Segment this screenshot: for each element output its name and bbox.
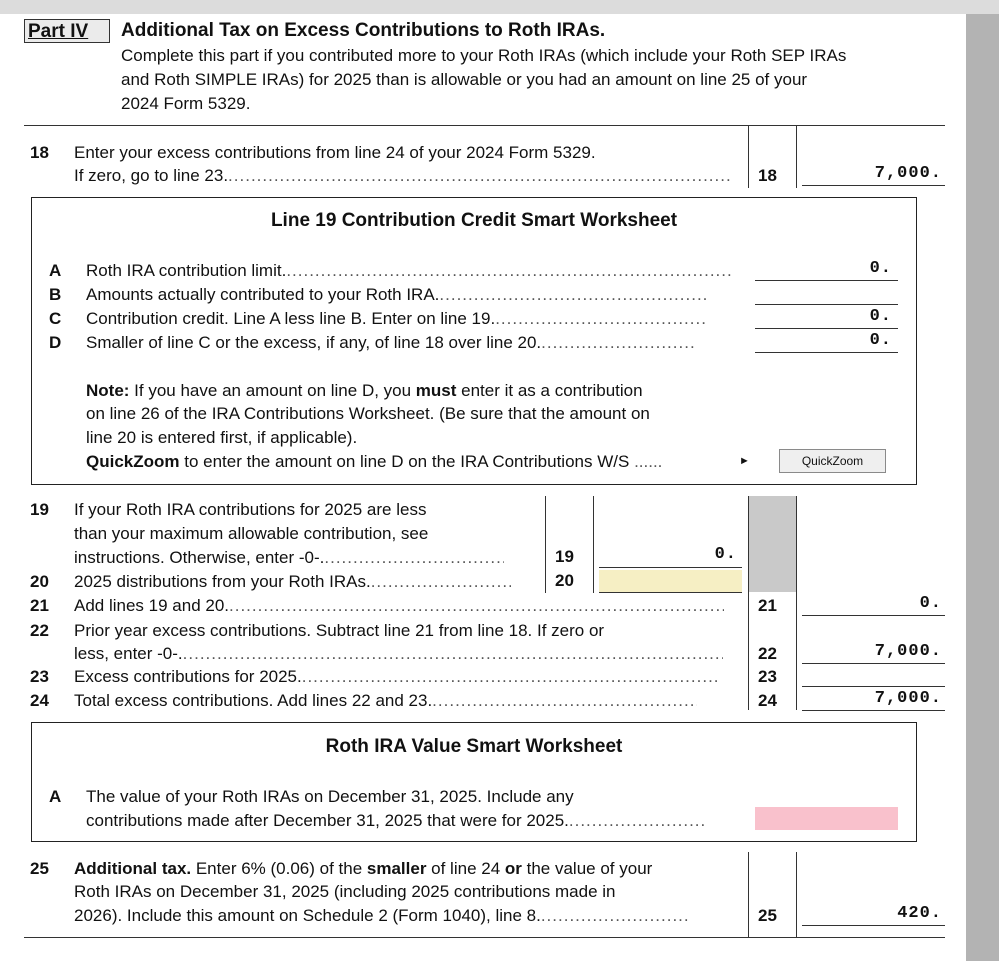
column-divider xyxy=(796,496,797,710)
row-a-underline xyxy=(755,280,898,281)
line22-text2: less, enter -0-...... xyxy=(74,642,723,666)
line21-text: Add lines 19 and 20...... xyxy=(74,594,724,618)
roth-value-text: The value of your Roth IRAs on December 31, 2025. Include any xyxy=(86,787,574,806)
line19-value[interactable]: 0. xyxy=(714,545,737,564)
line-box-number: 21 xyxy=(758,596,777,615)
line18-value[interactable]: 7,000. xyxy=(874,164,942,183)
line-number: 19 xyxy=(30,500,49,519)
line18-text2: If zero, go to line 23...... xyxy=(74,164,733,188)
line20-text: 2025 distributions from your Roth IRAs...... xyxy=(74,570,511,594)
line-number: 18 xyxy=(30,143,49,162)
line21-value[interactable]: 0. xyxy=(919,594,942,613)
line18-text: Enter your excess contributions from line 24 of your 2024 Form 5329. xyxy=(74,143,596,162)
part-intro-line1: Complete this part if you contributed more to your Roth IRAs (which include your Roth SEP IRAs xyxy=(121,46,847,65)
line25-underline xyxy=(802,925,945,926)
line19-text: If your Roth IRA contributions for 2025 are less xyxy=(74,500,427,519)
window-top-strip xyxy=(0,0,999,14)
row-c-underline xyxy=(755,328,898,329)
worksheet-row-d: Smaller of line C or the excess, if any, of line 18 over line 20...... xyxy=(86,331,696,355)
row-letter: D xyxy=(49,333,62,352)
line-number: 24 xyxy=(30,691,49,710)
line20-input[interactable] xyxy=(599,570,742,592)
roth-value-text2: contributions made after December 31, 2025 that were for 2025...... xyxy=(86,809,704,833)
line-number: 21 xyxy=(30,596,49,615)
shaded-cell xyxy=(749,496,796,592)
line-number: 20 xyxy=(30,572,49,591)
line24-underline xyxy=(802,710,945,711)
worksheet-row-c: Contribution credit. Line A less line B. Enter on line 19...... xyxy=(86,307,705,331)
worksheet-row-b: Amounts actually contributed to your Roth IRA...... xyxy=(86,283,709,307)
divider xyxy=(24,125,945,126)
part-label: Part IV xyxy=(24,19,110,43)
line20-underline xyxy=(599,592,742,593)
line25-value[interactable]: 420. xyxy=(897,904,942,923)
row-d-underline xyxy=(755,352,898,353)
line-number: 22 xyxy=(30,621,49,640)
line19-text2: than your maximum allowable contribution, see xyxy=(74,524,429,543)
part-intro-line2: and Roth SIMPLE IRAs) for 2025 than is allowable or you had an amount on line 25 of your xyxy=(121,70,808,89)
column-divider xyxy=(796,852,797,938)
arrow-right-icon: ► xyxy=(739,455,750,467)
roth-value-input[interactable] xyxy=(755,807,898,830)
part-title: Additional Tax on Excess Contributions to Roth IRAs. xyxy=(121,20,606,41)
line24-text: Total excess contributions. Add lines 22 and 23...... xyxy=(74,689,697,713)
column-divider xyxy=(545,496,546,593)
row-letter: B xyxy=(49,285,62,304)
line23-text: Excess contributions for 2025...... xyxy=(74,665,717,689)
row-letter: C xyxy=(49,309,62,328)
line-box-number: 25 xyxy=(758,906,777,925)
line24-value[interactable]: 7,000. xyxy=(874,689,942,708)
line-box-number: 22 xyxy=(758,644,777,663)
column-divider xyxy=(748,496,749,710)
line21-underline xyxy=(802,615,945,616)
worksheet-note-line2: on line 26 of the IRA Contributions Worksheet. (Be sure that the amount on xyxy=(86,404,650,423)
line-box-number: 20 xyxy=(555,571,574,590)
column-divider xyxy=(593,496,594,593)
quickzoom-button[interactable]: QuickZoom xyxy=(779,449,886,473)
row-letter: A xyxy=(49,261,62,280)
row-c-value[interactable]: 0. xyxy=(869,307,892,326)
line-box-number: 19 xyxy=(555,547,574,566)
worksheet-note-line3: line 20 is entered first, if applicable). xyxy=(86,428,358,447)
row-d-value[interactable]: 0. xyxy=(869,331,892,350)
worksheet-title: Line 19 Contribution Credit Smart Worksheet xyxy=(270,210,678,231)
divider xyxy=(24,937,945,938)
column-divider xyxy=(748,126,749,188)
worksheet-note: Note: If you have an amount on line D, you must enter it as a contribution xyxy=(86,381,643,400)
row-b-underline xyxy=(755,304,898,305)
worksheet-row-a: Roth IRA contribution limit...... xyxy=(86,259,731,283)
line-box-number: 23 xyxy=(758,667,777,686)
row-a-value[interactable]: 0. xyxy=(869,259,892,278)
line18-underline xyxy=(802,185,945,186)
row-letter: A xyxy=(49,787,62,806)
column-divider xyxy=(748,852,749,938)
worksheet-title: Roth IRA Value Smart Worksheet xyxy=(325,736,623,757)
line25-text: Additional tax. Enter 6% (0.06) of the smaller of line 24 or the value of your xyxy=(74,859,653,878)
line19-underline xyxy=(599,567,742,568)
line-box-number: 24 xyxy=(758,691,777,710)
line25-text2: Roth IRAs on December 31, 2025 (including 2025 contributions made in xyxy=(74,882,616,901)
line22-text: Prior year excess contributions. Subtract line 21 from line 18. If zero or xyxy=(74,621,605,640)
line-number: 25 xyxy=(30,859,49,878)
line23-underline xyxy=(802,686,945,687)
scrollbar-track[interactable] xyxy=(966,14,999,961)
line22-value[interactable]: 7,000. xyxy=(874,642,942,661)
line-box-number: 18 xyxy=(758,166,777,185)
part-intro-line3: 2024 Form 5329. xyxy=(121,94,251,113)
column-divider xyxy=(796,126,797,188)
line25-text3: 2026). Include this amount on Schedule 2 (Form 1040), line 8...... xyxy=(74,904,691,928)
line-number: 23 xyxy=(30,667,49,686)
quickzoom-instruction: QuickZoom to enter the amount on line D on the IRA Contributions W/S ...... xyxy=(86,452,663,471)
line22-underline xyxy=(802,663,945,664)
line19-text3: instructions. Otherwise, enter -0-...... xyxy=(74,546,504,570)
